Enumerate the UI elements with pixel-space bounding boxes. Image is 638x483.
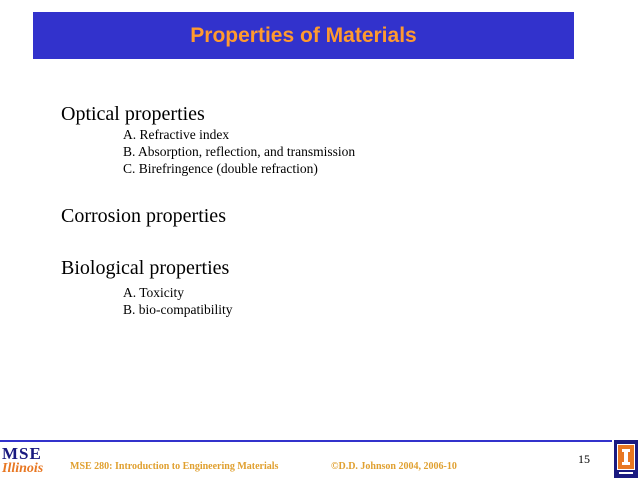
corrosion-section (61, 204, 226, 228)
logo-illinois-text: Illinois (2, 461, 44, 476)
optical-item: B. Absorption, reflection, and transmission (123, 144, 356, 159)
biological-section (61, 256, 233, 318)
biological-heading: Biological properties (61, 257, 230, 279)
copyright-notice: ©D.D. Johnson 2004, 2006-10 (331, 461, 457, 472)
optical-heading: Optical properties (61, 103, 205, 125)
slide-title: Properties of Materials (190, 23, 417, 47)
university-seal-icon (614, 440, 638, 478)
course-name: MSE 280: Introduction to Engineering Materials (70, 461, 279, 472)
page-number: 15 (578, 452, 590, 466)
mse-illinois-logo (2, 446, 50, 478)
logo-mse-text: MSE (2, 444, 42, 463)
corrosion-heading: Corrosion properties (61, 205, 226, 227)
seal-emblem-icon (614, 440, 638, 478)
optical-section (61, 102, 355, 177)
optical-item: A. Refractive index (123, 127, 230, 142)
footer-divider (0, 440, 612, 442)
optical-item: C. Birefringence (double refraction) (123, 161, 318, 176)
biological-item: B. bio-compatibility (123, 302, 233, 317)
title-bar (33, 12, 574, 59)
biological-item: A. Toxicity (123, 285, 185, 300)
